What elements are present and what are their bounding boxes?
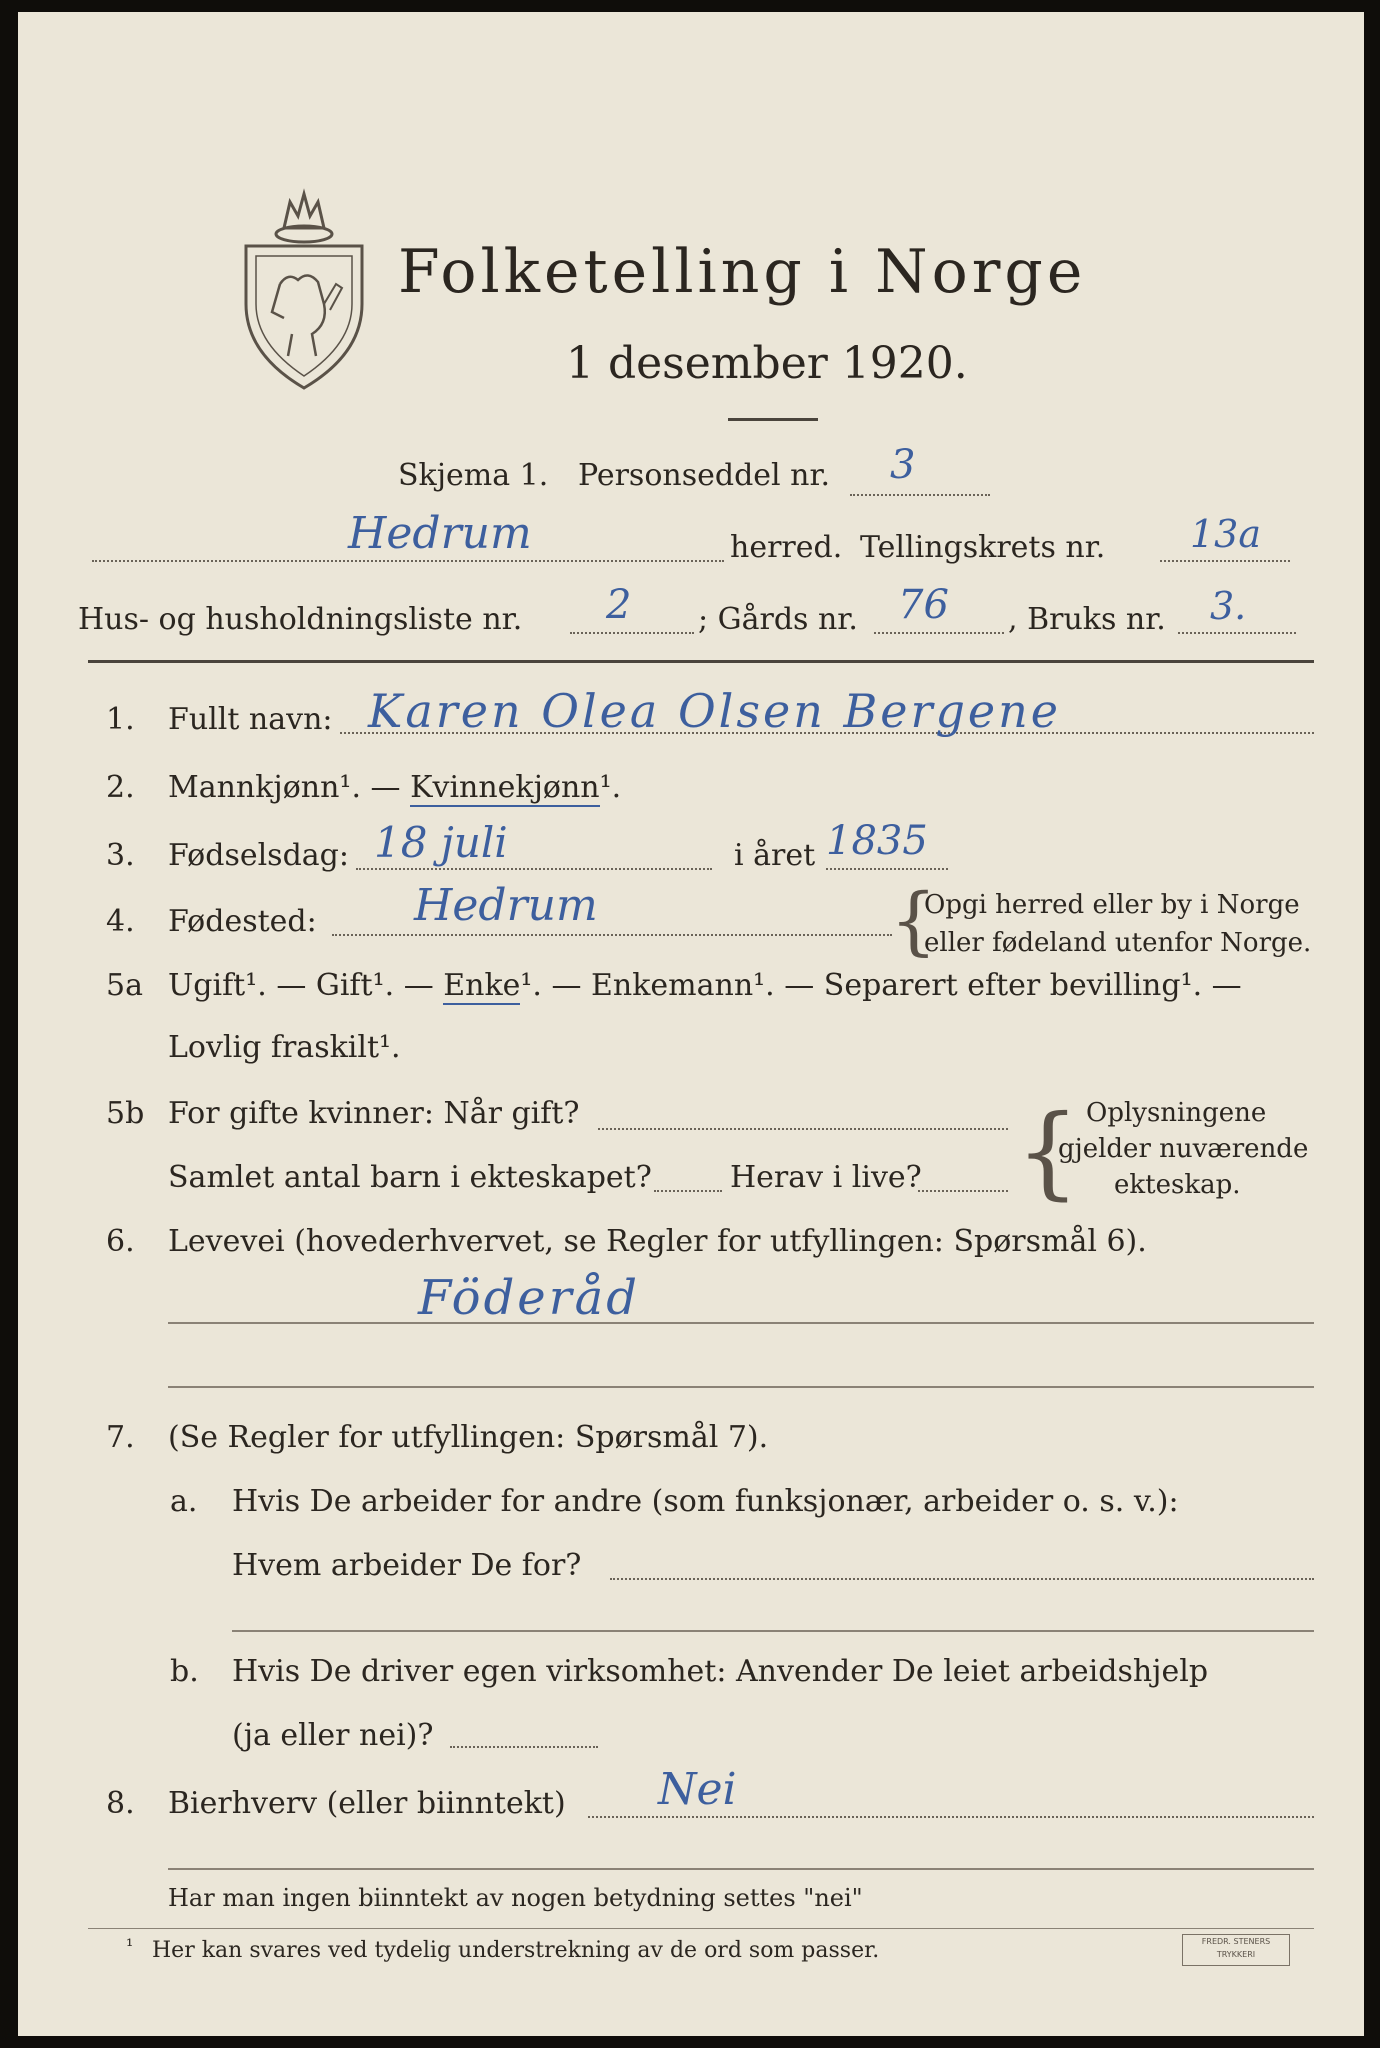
personseddel-field[interactable] bbox=[850, 494, 990, 496]
q3-day-value: 18 juli bbox=[374, 818, 508, 867]
q5b-children-label: Samlet antal barn i ekteskapet? bbox=[168, 1160, 652, 1195]
q5b-married-field[interactable] bbox=[598, 1128, 1008, 1130]
q5a-number: 5a bbox=[106, 968, 143, 1003]
q5b-children-field[interactable] bbox=[654, 1190, 722, 1192]
q1-value: Karen Olea Olsen Bergene bbox=[368, 684, 1061, 738]
census-form bbox=[18, 12, 1364, 2036]
q5b-line-1: For gifte kvinner: Når gift? bbox=[168, 1096, 580, 1131]
q7b-line-2: (ja eller nei)? bbox=[232, 1718, 434, 1753]
q6-label: Levevei (hovederhvervet, se Regler for utfyllingen: Spørsmål 6). bbox=[168, 1224, 1147, 1259]
q7a-line-1: Hvis De arbeider for andre (som funksjonær, arbeider o. s. v.): bbox=[232, 1484, 1179, 1519]
footer-note: Har man ingen biinntekt av nogen betydning settes "nei" bbox=[168, 1884, 863, 1912]
q5a-line-1 bbox=[168, 968, 1242, 1003]
q5b-alive-label: Herav i live? bbox=[730, 1160, 922, 1195]
footnote-text: Her kan svares ved tydelig understrekning av de ord som passer. bbox=[152, 1938, 880, 1963]
q5b-note-1: Oplysningene bbox=[1086, 1098, 1267, 1128]
gaards-label: ; Gårds nr. bbox=[698, 602, 858, 637]
q7b-field[interactable] bbox=[450, 1746, 598, 1748]
q3-year-field[interactable] bbox=[826, 868, 948, 870]
q4-number: 4. bbox=[106, 904, 135, 939]
q5b-number: 5b bbox=[106, 1096, 145, 1131]
q3-label: Fødselsdag: bbox=[168, 838, 349, 873]
q7a-line-2: Hvem arbeider De for? bbox=[232, 1548, 582, 1583]
census-date: 1 desember 1920. bbox=[566, 338, 968, 389]
q8-value: Nei bbox=[658, 1764, 737, 1815]
q7a-field[interactable] bbox=[610, 1578, 1314, 1580]
q4-label: Fødested: bbox=[168, 904, 317, 939]
q5a-line-2[interactable]: Lovlig fraskilt¹. bbox=[168, 1030, 401, 1065]
q2-footnote-mark: ¹. bbox=[599, 770, 622, 805]
q8-field[interactable] bbox=[588, 1816, 1314, 1818]
q5a-options-before[interactable]: Ugift¹. — Gift¹. — bbox=[168, 968, 444, 1003]
personseddel-label: Personseddel nr. bbox=[578, 458, 831, 493]
q7a-field-line-2[interactable] bbox=[232, 1630, 1314, 1632]
q6-field-line-1[interactable] bbox=[168, 1322, 1314, 1324]
husholdning-label: Hus- og husholdningsliste nr. bbox=[78, 602, 523, 637]
q8-label: Bierhverv (eller biinntekt) bbox=[168, 1786, 566, 1821]
schema-label: Skjema 1. bbox=[398, 458, 549, 493]
q3-day-field[interactable] bbox=[356, 868, 712, 870]
gaards-value: 76 bbox=[898, 582, 949, 628]
husholdning-value: 2 bbox=[606, 582, 632, 628]
q7-number: 7. bbox=[106, 1420, 135, 1455]
q7b-letter: b. bbox=[170, 1654, 199, 1689]
bruks-field[interactable] bbox=[1178, 632, 1296, 634]
q5a-options-after[interactable]: ¹. — Enkemann¹. — Separert efter bevilling¹. — bbox=[520, 968, 1242, 1003]
q2-male-option[interactable]: Mannkjønn¹. — bbox=[168, 770, 411, 805]
q7a-letter: a. bbox=[170, 1484, 198, 1519]
title-divider bbox=[728, 418, 818, 421]
tellingskrets-label: Tellingskrets nr. bbox=[860, 530, 1106, 565]
q4-note-2: eller fødeland utenfor Norge. bbox=[924, 928, 1312, 958]
tellingskrets-field[interactable] bbox=[1160, 560, 1290, 562]
q4-brace: { bbox=[890, 878, 938, 964]
q6-field-line-2[interactable] bbox=[168, 1386, 1314, 1388]
herred-field[interactable] bbox=[92, 560, 724, 562]
q2-female-option[interactable]: Kvinnekjønn bbox=[410, 770, 600, 805]
q2-number: 2. bbox=[106, 770, 135, 805]
personseddel-value: 3 bbox=[890, 442, 916, 488]
tellingskrets-value: 13a bbox=[1190, 512, 1262, 556]
header-divider bbox=[88, 660, 1314, 663]
husholdning-field[interactable] bbox=[570, 632, 694, 634]
q5b-brace: { bbox=[1016, 1093, 1080, 1210]
q5b-alive-field[interactable] bbox=[918, 1190, 1008, 1192]
q6-number: 6. bbox=[106, 1224, 135, 1259]
q2-label bbox=[168, 770, 621, 805]
footnote-divider bbox=[88, 1928, 1314, 1929]
q4-value: Hedrum bbox=[414, 880, 598, 931]
q7b-line-1: Hvis De driver egen virksomhet: Anvender De leiet arbeidshjelp bbox=[232, 1654, 1209, 1689]
q1-number: 1. bbox=[106, 702, 135, 737]
q8-number: 8. bbox=[106, 1786, 135, 1821]
q3-number: 3. bbox=[106, 838, 135, 873]
bruks-label: , Bruks nr. bbox=[1008, 602, 1166, 637]
bruks-value: 3. bbox=[1210, 584, 1247, 628]
printer-stamp-line-2: TRYKKERI bbox=[1216, 1950, 1256, 1959]
q5a-enke-option[interactable]: Enke bbox=[443, 968, 521, 1003]
herred-value: Hedrum bbox=[348, 508, 532, 559]
q3-year-value: 1835 bbox=[826, 818, 928, 864]
q1-label: Fullt navn: bbox=[168, 702, 333, 737]
q4-field[interactable] bbox=[332, 934, 892, 936]
q6-value: Föderåd bbox=[418, 1270, 640, 1326]
q3-year-label: i året bbox=[734, 838, 816, 873]
q5b-note-2: gjelder nuværende bbox=[1058, 1134, 1309, 1164]
printer-stamp bbox=[1182, 1934, 1290, 1966]
gaards-field[interactable] bbox=[874, 632, 1004, 634]
norwegian-coat-of-arms-icon bbox=[232, 184, 376, 396]
footnote-mark: ¹ bbox=[126, 1936, 134, 1957]
q4-note-1: Opgi herred eller by i Norge bbox=[924, 890, 1300, 920]
form-title: Folketelling i Norge bbox=[398, 237, 1087, 307]
herred-label: herred. bbox=[730, 530, 843, 565]
printer-stamp-line-1: FREDR. STENERS bbox=[1201, 1937, 1271, 1946]
q8-field-line-2[interactable] bbox=[168, 1868, 1314, 1870]
q7-label: (Se Regler for utfyllingen: Spørsmål 7). bbox=[168, 1420, 769, 1455]
q5b-note-3: ekteskap. bbox=[1114, 1170, 1241, 1200]
